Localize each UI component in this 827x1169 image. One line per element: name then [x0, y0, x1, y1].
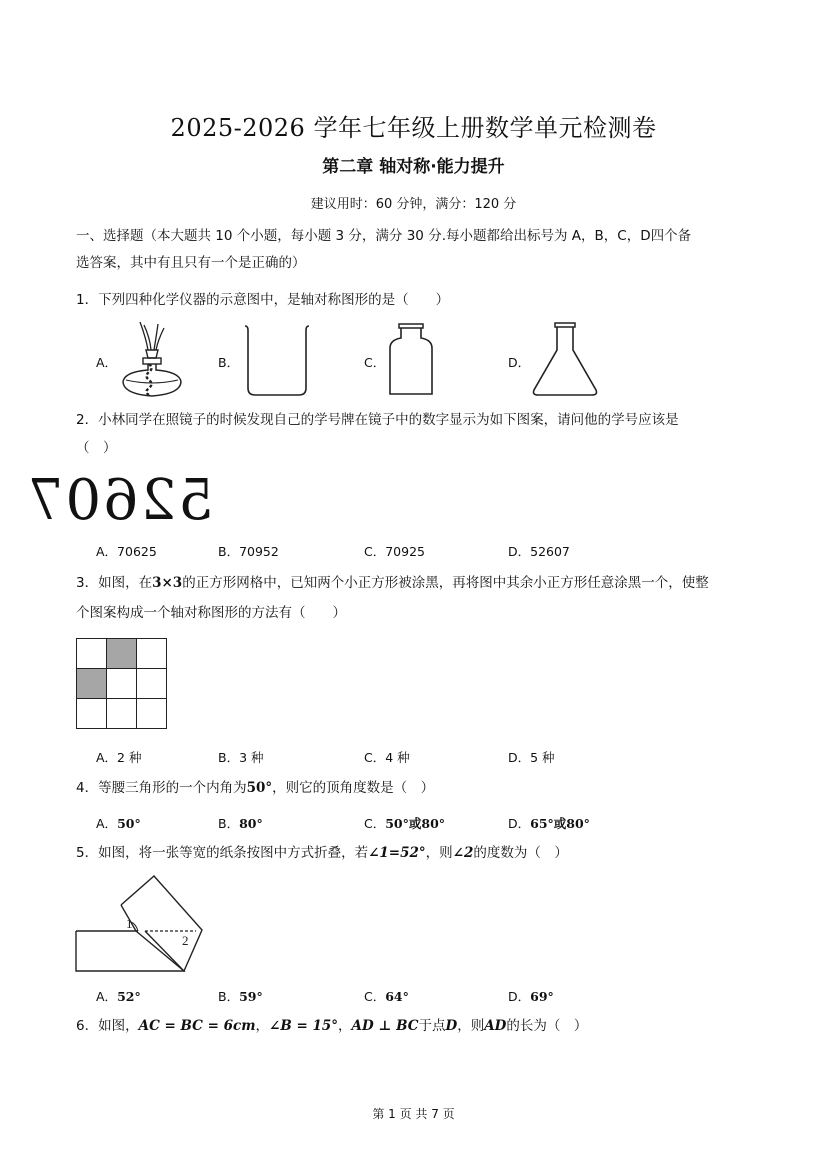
grid-cell: [107, 669, 137, 699]
q5-option-d: D．69°: [508, 989, 554, 1004]
q6-stem: 6．如图，AC = BC = 6cm，∠B = 15°，AD ⊥ BC于点D，则AD的长为（ ）: [76, 1018, 588, 1034]
grid-cell-shaded: [107, 639, 137, 669]
section-heading: [76, 223, 766, 277]
page-footer: 第 1 页 共 7 页: [372, 1107, 455, 1121]
q5-option-b: B．59°: [218, 989, 263, 1004]
q5-option-c: C．64°: [364, 989, 409, 1004]
q3-option-b: B．3 种: [218, 750, 264, 765]
q5-option-a: A．52°: [96, 989, 141, 1004]
alcohol-lamp-icon: [118, 320, 186, 400]
grid-cell: [137, 669, 167, 699]
bottle-icon: [386, 322, 436, 398]
q1-option-b-label: B．: [218, 355, 240, 370]
q4-option-a: A．50°: [96, 816, 141, 831]
q2-option-a: A．70625: [96, 544, 157, 559]
q1-option-d-label: D．: [508, 355, 531, 370]
grid-cell: [107, 699, 137, 729]
q2-stem: 2．小林同学在照镜子的时候发现自己的学号牌在镜子中的数字显示为如下图案，请问他的学号应该是: [76, 412, 679, 428]
section-line-2: 选答案，其中有且只有一个是正确的）: [76, 255, 306, 271]
q2-option-d: D．52607: [508, 544, 570, 559]
grid-cell: [77, 639, 107, 669]
page-title: 2025-2026 学年七年级上册数学单元检测卷: [170, 114, 657, 142]
q3-option-a: A．2 种: [96, 750, 142, 765]
q5-stem: 5．如图，将一张等宽的纸条按图中方式折叠，若∠1=52°，则∠2的度数为（ ）: [76, 845, 568, 861]
angle-2-label: 2: [182, 933, 189, 948]
square-grid-3x3: [76, 638, 167, 729]
angle-1-label: 1: [126, 916, 133, 931]
q3-option-c: C．4 种: [364, 750, 410, 765]
conical-flask-icon: [530, 320, 600, 398]
beaker-icon: [242, 322, 310, 398]
q4-option-d: D．65°或80°: [508, 816, 590, 831]
q2-option-b: B．70952: [218, 544, 279, 559]
q1-stem: 1．下列四种化学仪器的示意图中，是轴对称图形的是（ ）: [76, 292, 450, 308]
q4-stem: 4．等腰三角形的一个内角为50°，则它的顶角度数是（ ）: [76, 780, 435, 796]
grid-cell-shaded: [77, 669, 107, 699]
grid-cell: [77, 699, 107, 729]
q4-option-c: C．50°或80°: [364, 816, 446, 831]
q1-option-c-label: C．: [364, 355, 386, 370]
q3-stem-line-2: 个图案构成一个轴对称图形的方法有（ ）: [76, 605, 346, 621]
q3-option-d: D．5 种: [508, 750, 555, 765]
folded-paper-strip-figure: [72, 872, 207, 974]
q1-option-a-label: A．: [96, 355, 118, 370]
exam-meta: 建议用时：60 分钟，满分：120 分: [310, 197, 517, 212]
mirror-number-image: 52607: [25, 468, 214, 533]
section-line-1: 一、选择题（本大题共 10 个小题，每小题 3 分，满分 30 分.每小题都给出标号为 A，B，C，D四个备: [76, 228, 692, 244]
grid-cell: [137, 699, 167, 729]
q4-option-b: B．80°: [218, 816, 263, 831]
q2-option-c: C．70925: [364, 544, 425, 559]
q2-stem-bracket: （ ）: [76, 440, 117, 456]
grid-cell: [137, 639, 167, 669]
q3-stem: 3．如图，在3×3的正方形网格中，已知两个小正方形被涂黑，再将图中其余小正方形任意涂黑一个，使整: [76, 575, 709, 591]
page-subtitle: 第二章 轴对称·能力提升: [322, 157, 505, 177]
